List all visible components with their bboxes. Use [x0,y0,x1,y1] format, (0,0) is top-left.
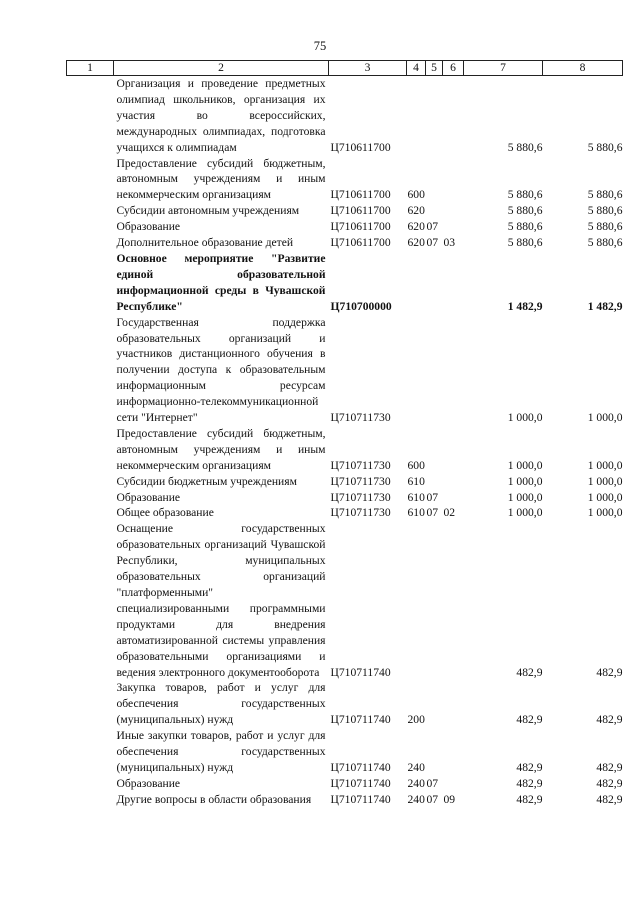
row-expense-type: 610 [407,506,425,520]
column-header: 1 [67,61,114,76]
row-subsection: 03 [443,236,456,250]
row-spacer-cell [67,315,114,426]
row-expense-type: 610 [407,490,425,504]
table-row [67,76,623,156]
row-name: Образование [116,490,181,504]
table-row [67,251,623,315]
row-section: 07 [426,220,439,234]
column-number-row [67,61,623,76]
row-target-code: Ц710711740 [330,776,391,790]
row-amount-col7: 5 880,6 [507,220,543,234]
row-name: Иные закупки товаров, работ и услуг для обеспечения государственных (муниципальных) нужд [116,729,326,774]
row-amount-col8: 1 000,0 [587,458,623,472]
row-target-code: Ц710711730 [330,506,391,520]
row-amount-col7: 482,9 [516,792,543,806]
row-name: Образование [116,220,181,234]
row-expense-type: 200 [407,713,425,727]
column-header: 2 [114,61,329,76]
row-name: Предоставление субсидий бюджетным, автономным учреждениям и иным некоммерческим организациям [116,426,326,472]
row-name: Государственная поддержка образовательных организаций и участников дистанционного обучения в получении доступа к образовательным информационным ресурсам информационно-телекоммуникационной сети "Интернет" [116,315,326,425]
row-amount-col7: 5 880,6 [507,188,543,202]
row-name: Субсидии автономным учреждениям [116,204,300,218]
page-number: 75 [313,39,327,53]
row-spacer-cell [67,474,114,490]
row-amount-col8: 482,9 [596,713,623,727]
row-target-code: Ц710711730 [330,458,391,472]
row-spacer-cell [67,203,114,219]
row-amount-col7: 1 000,0 [507,458,543,472]
row-section [426,426,443,474]
row-subsection [443,251,464,315]
row-amount-col8: 5 880,6 [587,140,623,154]
row-amount-col7: 482,9 [516,760,543,774]
row-target-code: Ц710711730 [330,474,391,488]
row-expense-type: 610 [407,474,425,488]
row-name: Организация и проведение предметных олимпиад школьников, организация их участия во всероссийских, международных олимпиадах, подготовка учащихся к олимпиадам [116,77,326,154]
row-expense-type [407,315,426,426]
row-spacer-cell [67,728,114,776]
row-target-code: Ц710611700 [330,140,391,154]
row-amount-col8: 1 000,0 [587,411,623,425]
row-section [426,76,443,156]
row-amount-col8: 482,9 [596,776,623,790]
row-amount-col7: 482,9 [516,776,543,790]
row-name: Общее образование [116,506,214,520]
budget-table [66,60,623,808]
row-spacer-cell [67,251,114,315]
row-subsection [443,219,464,235]
row-subsection [443,156,464,204]
row-name: Предоставление субсидий бюджетным, автономным учреждениям и иным некоммерческим организациям [116,156,326,202]
row-section: 07 [426,792,439,806]
row-subsection: 02 [443,506,456,520]
row-name: Оснащение государственных образовательных организаций Чувашской Республики, муниципальных образовательных организаций "платформенными" специализированными программными продуктами для внедрения автоматизированной системы управления образовательными организациями и ведения электронного документооборота [116,522,326,679]
table-row [67,156,623,204]
table-body [67,61,623,808]
row-amount-col7: 482,9 [516,665,543,679]
row-section [426,728,443,776]
row-expense-type: 240 [407,776,425,790]
row-section [426,156,443,204]
row-expense-type: 620 [407,236,425,250]
row-amount-col8: 482,9 [596,665,623,679]
row-amount-col7: 1 000,0 [507,490,543,504]
row-spacer-cell [67,776,114,792]
row-expense-type: 620 [407,220,425,234]
row-spacer-cell [67,490,114,506]
row-section [426,680,443,728]
row-target-code: Ц710611700 [330,204,391,218]
column-header: 7 [464,61,543,76]
row-subsection [443,203,464,219]
row-spacer-cell [67,156,114,204]
column-header: 6 [443,61,464,76]
row-spacer-cell [67,792,114,808]
table-row [67,776,623,792]
row-expense-type [407,251,426,315]
row-expense-type: 240 [407,792,425,806]
row-target-code: Ц710611700 [330,236,391,250]
row-subsection [443,474,464,490]
row-spacer-cell [67,521,114,680]
table-row [67,728,623,776]
table-row [67,680,623,728]
row-spacer-cell [67,235,114,251]
table-row [67,235,623,251]
row-section: 07 [426,236,439,250]
row-spacer-cell [67,505,114,521]
row-expense-type: 240 [407,760,425,774]
row-target-code: Ц710611700 [330,188,391,202]
row-amount-col8: 1 000,0 [587,490,623,504]
row-target-code: Ц710711740 [330,713,391,727]
table-row [67,426,623,474]
table-row [67,521,623,680]
column-header: 3 [329,61,407,76]
row-spacer-cell [67,76,114,156]
row-amount-col7: 1 482,9 [507,299,543,313]
row-subsection [443,680,464,728]
column-header: 8 [543,61,623,76]
row-section [426,521,443,680]
row-subsection [443,521,464,680]
column-header: 4 [407,61,426,76]
row-name: Закупка товаров, работ и услуг для обеспечения государственных (муниципальных) нужд [116,681,326,727]
row-subsection [443,776,464,792]
row-section: 07 [426,776,439,790]
row-subsection [443,490,464,506]
row-amount-col8: 1 000,0 [587,506,623,520]
table-row [67,490,623,506]
row-amount-col7: 1 000,0 [507,411,543,425]
row-section [426,315,443,426]
row-name: Дополнительное образование детей [116,236,294,250]
row-amount-col8: 1 000,0 [587,474,623,488]
row-subsection [443,728,464,776]
row-amount-col7: 482,9 [516,713,543,727]
row-expense-type: 600 [407,188,425,202]
row-target-code: Ц710711730 [330,411,391,425]
row-amount-col8: 5 880,6 [587,220,623,234]
row-expense-type: 600 [407,458,425,472]
row-amount-col8: 5 880,6 [587,236,623,250]
row-amount-col7: 1 000,0 [507,474,543,488]
row-spacer-cell [67,426,114,474]
row-amount-col8: 482,9 [596,792,623,806]
row-amount-col8: 5 880,6 [587,188,623,202]
row-target-code: Ц710700000 [330,299,392,313]
table-row [67,505,623,521]
row-target-code: Ц710611700 [330,220,391,234]
row-expense-type: 620 [407,204,425,218]
row-expense-type [407,76,426,156]
row-amount-col7: 5 880,6 [507,140,543,154]
row-section [426,474,443,490]
row-amount-col8: 482,9 [596,760,623,774]
row-section [426,251,443,315]
row-name: Образование [116,776,181,790]
column-header: 5 [426,61,443,76]
row-name: Другие вопросы в области образования [116,792,312,806]
row-amount-col7: 5 880,6 [507,204,543,218]
table-row [67,203,623,219]
row-section [426,203,443,219]
row-target-code: Ц710711730 [330,490,391,504]
row-amount-col7: 5 880,6 [507,236,543,250]
table-row [67,315,623,426]
row-target-code: Ц710711740 [330,665,391,679]
row-subsection: 09 [443,792,456,806]
row-subsection [443,426,464,474]
row-name: Основное мероприятие "Развитие единой образовательной информационной среды в Чувашской Республике" [116,251,326,313]
row-expense-type [407,521,426,680]
row-spacer-cell [67,680,114,728]
row-subsection [443,76,464,156]
row-subsection [443,315,464,426]
row-section: 07 [426,506,439,520]
row-amount-col7: 1 000,0 [507,506,543,520]
row-spacer-cell [67,219,114,235]
row-amount-col8: 5 880,6 [587,204,623,218]
table-row [67,792,623,808]
row-amount-col8: 1 482,9 [587,299,623,313]
row-name: Субсидии бюджетным учреждениям [116,474,297,488]
table-row [67,219,623,235]
row-target-code: Ц710711740 [330,760,391,774]
table-row [67,474,623,490]
row-target-code: Ц710711740 [330,792,391,806]
row-section: 07 [426,490,439,504]
